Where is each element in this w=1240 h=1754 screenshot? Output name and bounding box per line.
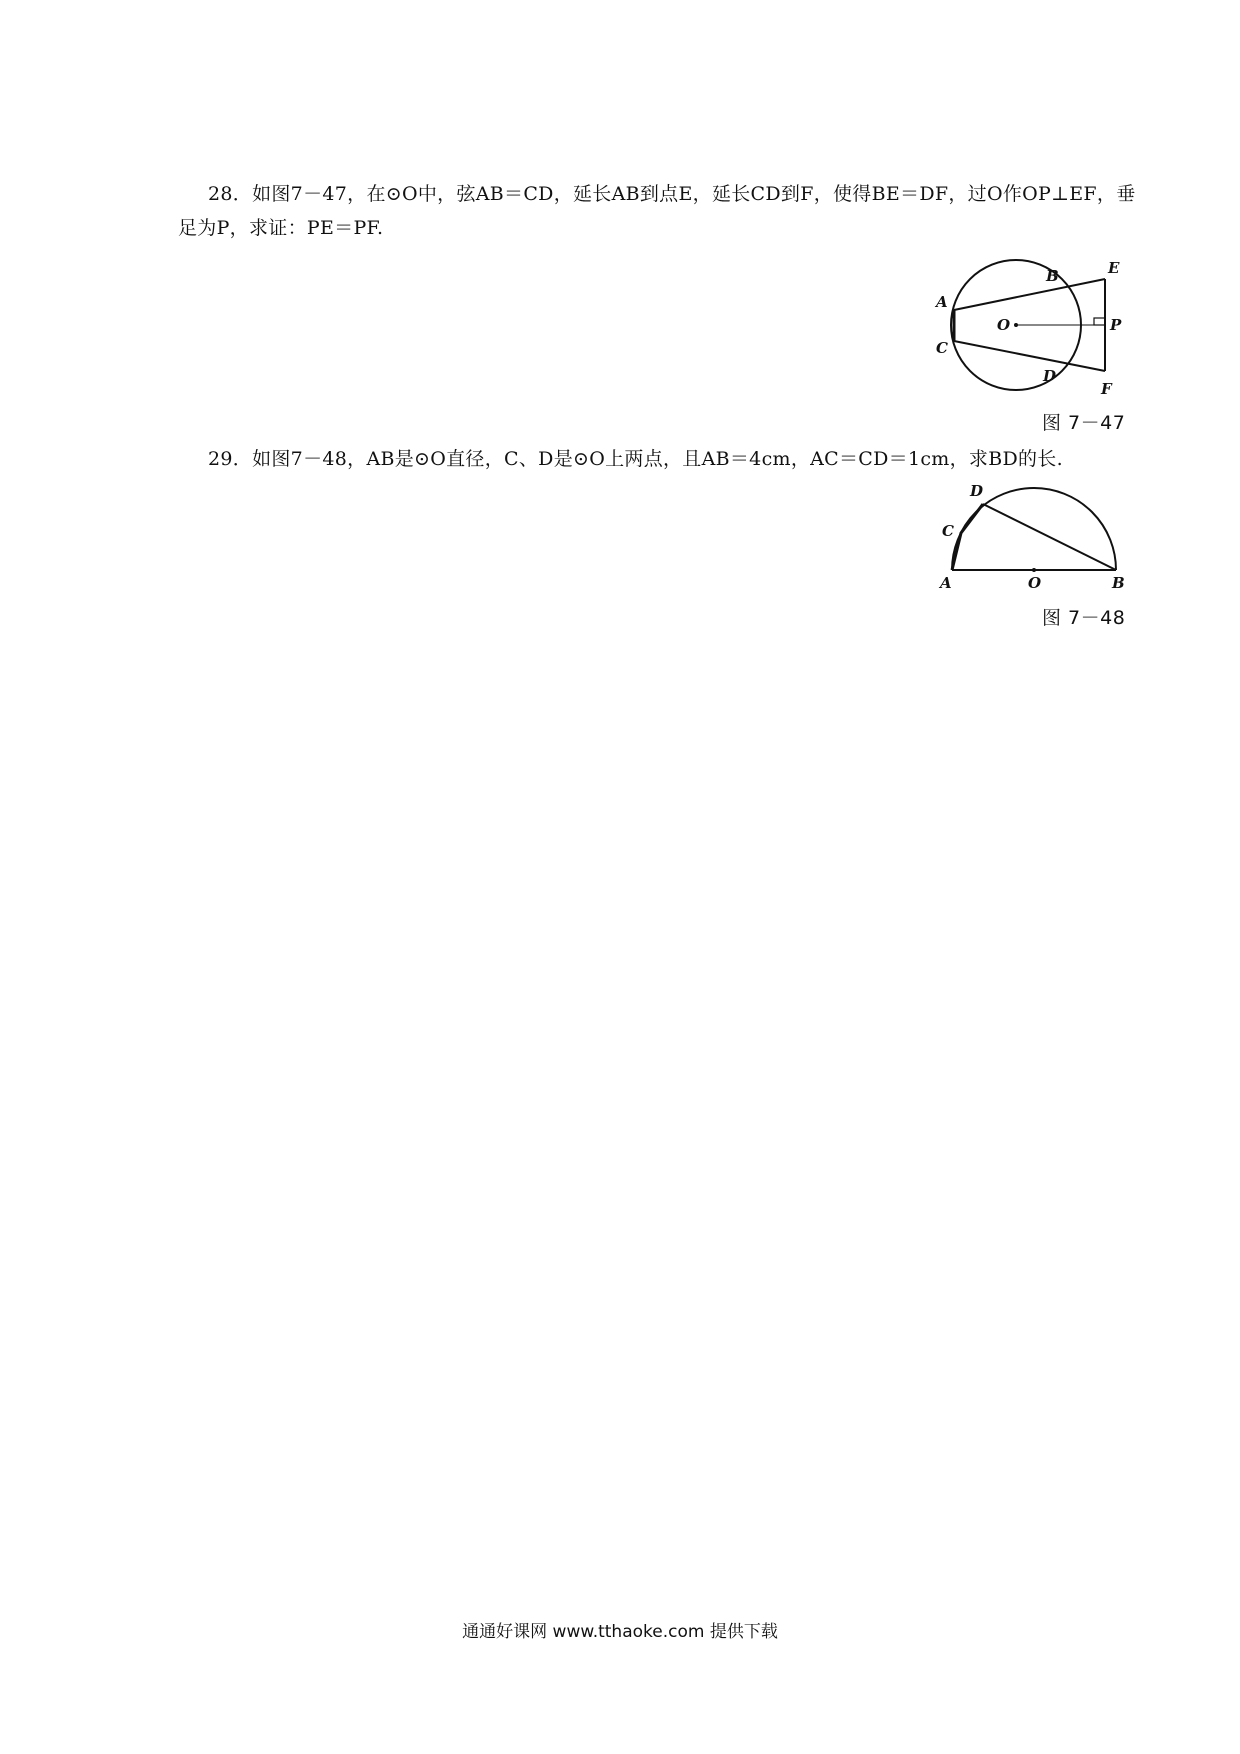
chord-db [983,504,1116,570]
page-footer: 通通好课网 www.tthaoke.com 提供下载 [462,1622,778,1642]
label-a: A [940,574,952,592]
label-b: B [1112,574,1125,592]
point-o [1032,568,1036,572]
problem-29-text [178,442,1143,476]
right-angle-mark [1094,318,1105,325]
point-o [1014,323,1018,327]
figure-7-48-caption: 图 7－48 [1042,607,1126,629]
problem-29 [178,442,1143,476]
problem-28 [178,177,1143,245]
label-o: O [997,316,1011,334]
segment-ae [954,279,1105,310]
label-p: P [1110,316,1122,334]
label-d: D [1043,367,1057,385]
figure-7-47 [930,255,1130,405]
chord-ac-cd [952,504,983,570]
label-e: E [1108,259,1120,277]
label-b: B [1046,267,1059,285]
problem-28-statement: 如图7－47，在⊙O中，弦AB＝CD，延长AB到点E，延长CD到F，使得BE＝DF，过O作OP⊥EF，垂足为P，求证：PE＝PF. [178,183,1136,239]
label-o: O [1028,574,1042,592]
problem-29-statement: 如图7－48，AB是⊙O直径，C、D是⊙O上两点，且AB＝4cm，AC＝CD＝1cm，求BD的长. [252,448,1063,470]
figure-7-48-diagram [930,478,1130,592]
label-f: F [1101,380,1112,398]
figure-7-47-diagram [930,255,1130,405]
problem-29-number: 29． [208,448,253,470]
label-d: D [970,482,984,500]
problem-28-text [178,177,1143,245]
segment-cf [954,341,1105,371]
figure-7-47-caption: 图 7－47 [1042,412,1126,434]
figure-7-48 [930,478,1130,592]
problem-28-number: 28． [208,183,253,205]
label-c: C [936,339,948,357]
label-a: A [936,293,948,311]
label-c: C [942,522,954,540]
